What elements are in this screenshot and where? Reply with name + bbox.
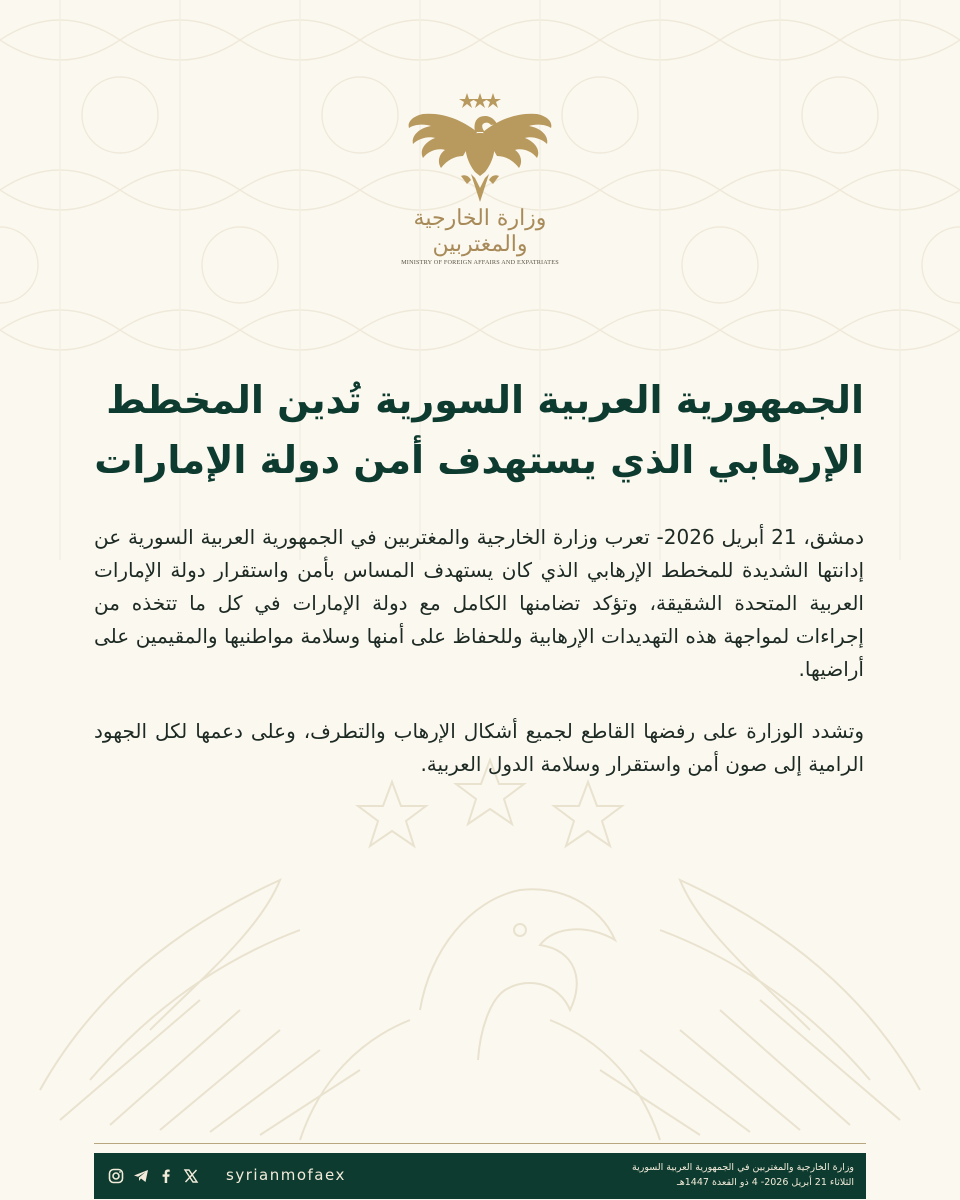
ministry-logo	[380, 92, 580, 266]
footer-info	[554, 1160, 854, 1190]
ministry-name-english: MINISTRY OF FOREIGN AFFAIRS AND EXPATRIATES	[401, 259, 559, 266]
eagle-emblem-icon	[405, 92, 555, 204]
social-handle[interactable]: syrianmofaex	[226, 1166, 346, 1184]
headline-line-2: الإرهابي الذي يستهدف أمن دولة الإمارات	[94, 438, 864, 482]
footer-bar	[94, 1153, 866, 1199]
page-title	[84, 370, 864, 490]
facebook-icon[interactable]	[158, 1168, 174, 1184]
statement-paragraph-2: وتشدد الوزارة على رفضها القاطع لجميع أشكال الإرهاب والتطرف، وعلى دعمها لكل الجهود الرامية إلى صون أمن واستقرار وسلامة الدول العربية.	[94, 719, 864, 776]
telegram-icon[interactable]	[133, 1168, 149, 1184]
instagram-icon[interactable]	[108, 1168, 124, 1184]
headline-line-1: الجمهورية العربية السورية تُدين المخطط	[106, 378, 864, 422]
social-icons	[108, 1166, 199, 1186]
footer-date-line: الثلاثاء 21 أبريل 2026- 4 ذو القعدة 1447هـ	[676, 1177, 854, 1188]
ministry-name-arabic: وزارة الخارجية والمغتربين	[413, 206, 547, 257]
footer-divider	[94, 1143, 866, 1144]
footer-ministry-line: وزارة الخارجية والمغتربين في الجمهورية العربية السورية	[632, 1162, 854, 1173]
statement-paragraph-1: دمشق، 21 أبريل 2026- تعرب وزارة الخارجية والمغتربين في الجمهورية العربية السورية عن إدانتها الشديدة للمخطط الإرهابي الذي كان يستهدف المساس بأمن واستقرار دولة الإمارات العربية المتحدة الشقيقة، وتؤكد تضامنها الكامل مع دولة الإمارات في كل ما تتخذه من إجراءات لمواجهة هذه التهديدات الإرهابية وللحفاظ على أمنها وسلامة مواطنيها والمقيمين على أراضيها.	[94, 525, 865, 681]
x-icon[interactable]	[183, 1168, 199, 1184]
